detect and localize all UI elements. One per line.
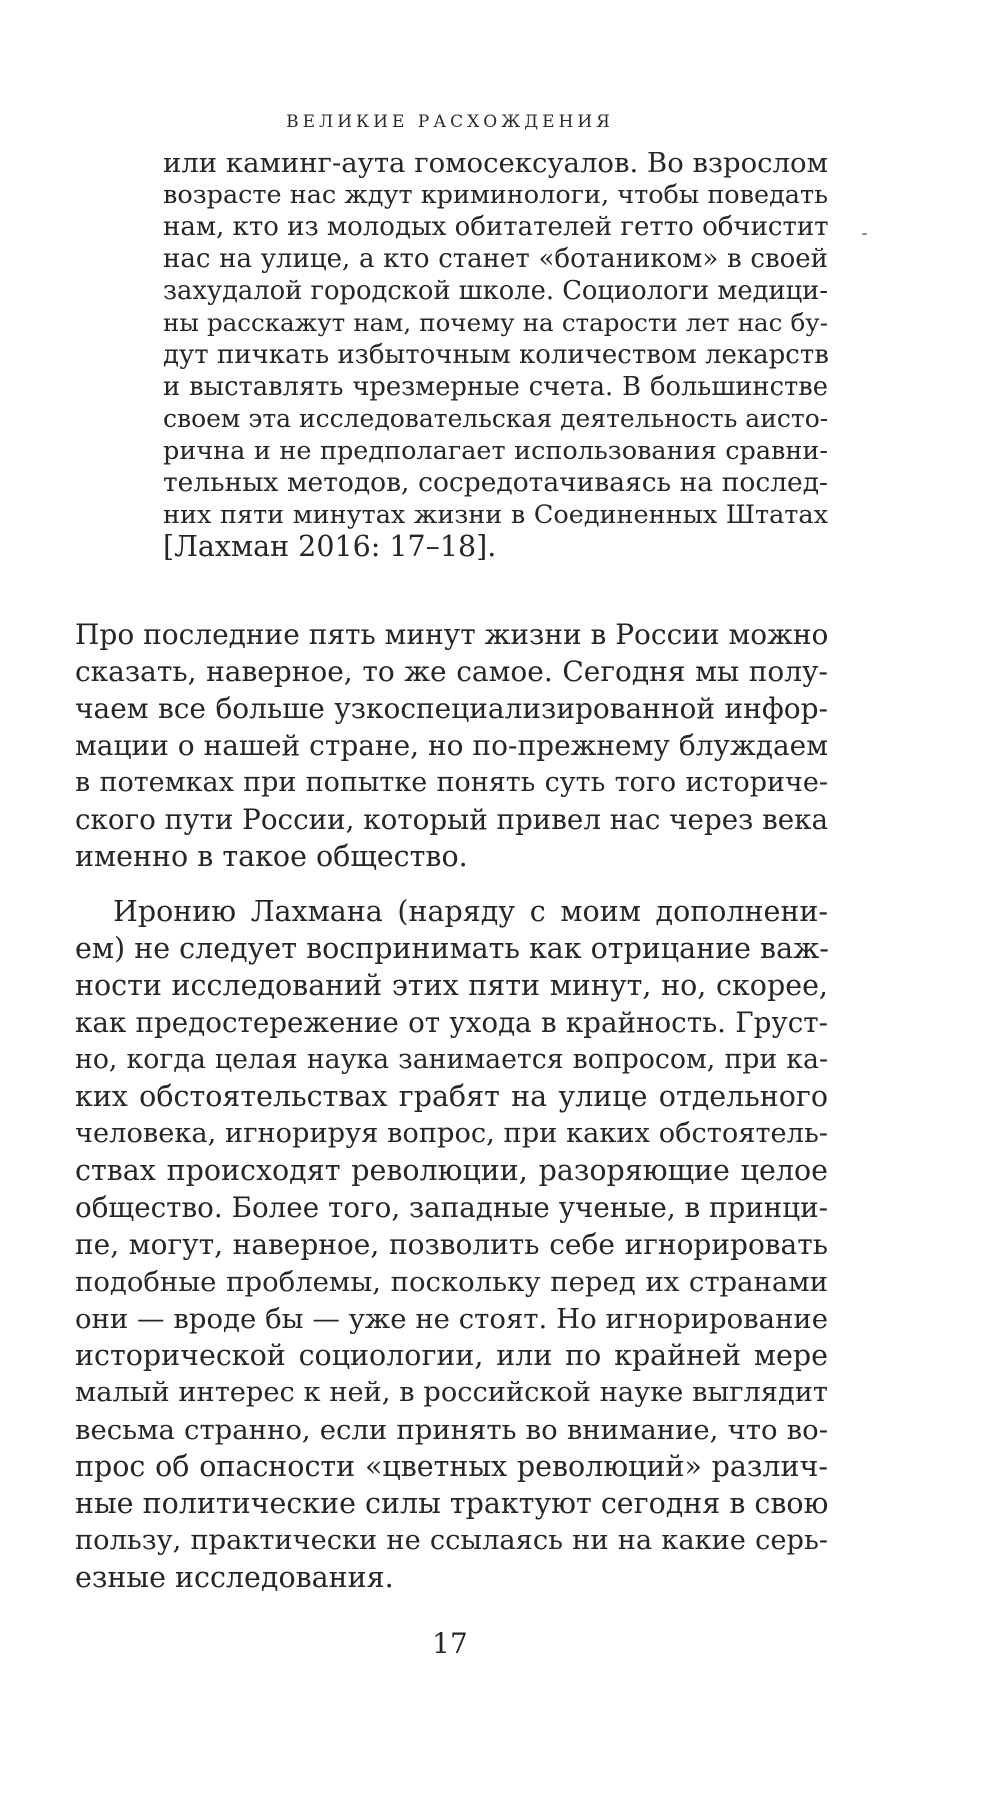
body-line: исторической социологии, или по крайней мере: [75, 1339, 828, 1372]
body-line: но, когда целая наука занимается вопросом, при ка-: [75, 1044, 828, 1075]
body-line: сказать, наверное, то же самое. Сегодня мы полу-: [75, 655, 828, 688]
body-line: общество. Более того, западные ученые, в принци-: [75, 1191, 828, 1224]
quote-line: и выставлять чрезмерные счета. В большинстве: [163, 372, 828, 402]
body-line: малый интерес к ней, в российской науке выглядит: [75, 1377, 828, 1408]
body-line: ствах происходят революции, разоряющие целое: [75, 1154, 828, 1187]
body-line: мации о нашей стране, но по-прежнему блуждаем: [75, 729, 828, 762]
body-line: как предостережение от ухода в крайность. Груст-: [75, 1006, 828, 1039]
quote-line: нам, кто из молодых обитателей гетто обчистит: [163, 212, 829, 242]
body-line: пользу, практически не ссылаясь ни на какие серь-: [75, 1525, 828, 1556]
body-line: ем) не следует воспринимать как отрицание важ-: [75, 932, 829, 965]
quote-line: тельных методов, сосредотачиваясь на послед-: [163, 467, 828, 498]
body-line: Про последние пять минут жизни в России можно: [75, 618, 829, 651]
body-line: они — вроде бы — уже не стоят. Но игнорирование: [75, 1303, 828, 1335]
quote-line: [Лахман 2016: 17–18].: [163, 530, 497, 563]
body-line: ные политические силы трактуют сегодня в свою: [75, 1487, 829, 1520]
quote-line: дут пичкать избыточным количеством лекарств: [163, 340, 829, 370]
body-line: езные исследования.: [75, 1561, 394, 1594]
quote-line: захудалой городской школе. Социологи медици-: [163, 276, 829, 306]
body-line: в потемках при попытке понять суть того историче-: [75, 767, 828, 798]
running-head: ВЕЛИКИЕ РАСХОЖДЕНИЯ: [286, 112, 614, 132]
body-line: подобные проблемы, поскольку перед их странами: [75, 1266, 828, 1298]
body-line: Иронию Лахмана (наряду с моим дополнени-: [113, 895, 828, 928]
body-line: прос об опасности «цветных революций» различ-: [75, 1450, 828, 1483]
quote-line: них пяти минутах жизни в Соединенных Штатах: [163, 500, 828, 530]
quote-line: рична и не предполагает использования сравни-: [163, 436, 828, 466]
quote-line: или каминг-аута гомосексуалов. Во взрослом: [163, 147, 828, 179]
body-line: ности исследований этих пяти минут, но, скорее,: [75, 969, 828, 1002]
body-line: человека, игнорируя вопрос, при каких обстоятель-: [75, 1118, 828, 1149]
page-number: 17: [432, 1627, 468, 1660]
body-line: именно в такое общество.: [75, 840, 468, 873]
body-line: ского пути России, который привел нас через века: [75, 803, 829, 836]
body-line: пе, могут, наверное, позволить себе игнорировать: [75, 1228, 828, 1261]
body-line: чаем все больше узкоспециализированной инфор-: [75, 692, 828, 725]
quote-line: ны расскажут нам, почему на старости лет нас бу-: [163, 308, 828, 337]
body-line: весьма странно, если принять во внимание, что во-: [75, 1414, 828, 1446]
quote-line: своем эта исследовательская деятельность аисто-: [163, 404, 829, 433]
quote-line: возрасте нас ждут криминологи, чтобы поведать: [163, 180, 829, 210]
print-speck: [862, 233, 867, 235]
body-line: ких обстоятельствах грабят на улице отдельного: [75, 1080, 828, 1113]
quote-line: нас на улице, а кто станет «ботаником» в своей: [163, 244, 828, 274]
